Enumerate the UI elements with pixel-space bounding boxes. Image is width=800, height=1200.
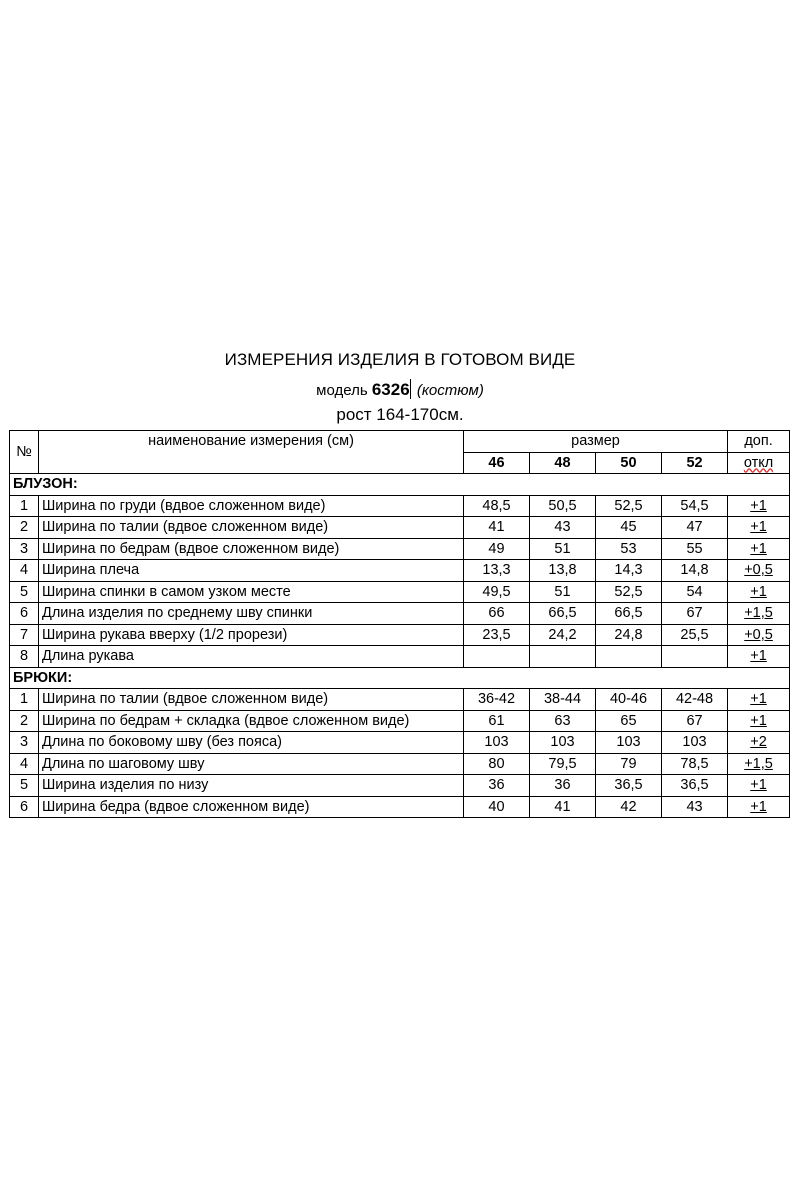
size-value: 51	[530, 538, 596, 560]
size-value: 13,3	[464, 560, 530, 582]
row-number: 1	[10, 689, 39, 711]
size-value: 67	[662, 603, 728, 625]
model-number: 6326	[371, 380, 410, 399]
col-name-header: наименование измерения (см)	[39, 431, 464, 474]
tolerance-value: +1	[750, 777, 767, 794]
tolerance	[728, 646, 790, 668]
measurement-name: Ширина по талии (вдвое сложенном виде)	[39, 689, 464, 711]
size-value	[530, 646, 596, 668]
row-number: 4	[10, 560, 39, 582]
size-value: 61	[464, 710, 530, 732]
size-value: 51	[530, 581, 596, 603]
tolerance-value: +1	[750, 691, 767, 708]
size-value: 49	[464, 538, 530, 560]
header-row	[10, 431, 790, 453]
size-value	[596, 646, 662, 668]
size-value: 52,5	[596, 495, 662, 517]
size-50: 50	[596, 452, 662, 474]
col-tol-header-1: доп.	[728, 431, 790, 453]
size-52: 52	[662, 452, 728, 474]
tolerance-value: +1	[750, 712, 767, 729]
tolerance-value: +1	[750, 583, 767, 600]
size-value: 63	[530, 710, 596, 732]
col-no-header: №	[10, 431, 39, 474]
table-row	[10, 560, 790, 582]
model-label: модель	[316, 382, 368, 399]
size-value	[662, 646, 728, 668]
tolerance-value: +0,5	[744, 562, 773, 579]
table-row	[10, 517, 790, 539]
size-value: 66,5	[596, 603, 662, 625]
row-number: 5	[10, 775, 39, 797]
measurements-table	[9, 430, 790, 818]
measurement-name: Длина по боковому шву (без пояса)	[39, 732, 464, 754]
size-value: 67	[662, 710, 728, 732]
measurement-name: Длина рукава	[39, 646, 464, 668]
size-value: 79	[596, 753, 662, 775]
text-cursor	[410, 379, 411, 399]
size-value: 65	[596, 710, 662, 732]
section-title: БЛУЗОН:	[10, 474, 790, 496]
size-value: 45	[596, 517, 662, 539]
size-value: 52,5	[596, 581, 662, 603]
row-number: 4	[10, 753, 39, 775]
size-value: 24,2	[530, 624, 596, 646]
size-value: 42	[596, 796, 662, 818]
table-row	[10, 581, 790, 603]
size-value: 54	[662, 581, 728, 603]
tolerance	[728, 753, 790, 775]
size-value: 55	[662, 538, 728, 560]
size-value: 43	[530, 517, 596, 539]
table-row	[10, 710, 790, 732]
row-number: 3	[10, 538, 39, 560]
size-value: 23,5	[464, 624, 530, 646]
size-value: 42-48	[662, 689, 728, 711]
size-value: 50,5	[530, 495, 596, 517]
size-value: 13,8	[530, 560, 596, 582]
size-46: 46	[464, 452, 530, 474]
size-value: 36	[464, 775, 530, 797]
size-value: 40-46	[596, 689, 662, 711]
tolerance	[728, 710, 790, 732]
tolerance	[728, 624, 790, 646]
table-row	[10, 775, 790, 797]
measurement-name: Ширина изделия по низу	[39, 775, 464, 797]
col-size-header: размер	[464, 431, 728, 453]
height-range: рост 164-170см.	[336, 405, 464, 424]
measurement-name: Ширина по бедрам (вдвое сложенном виде)	[39, 538, 464, 560]
size-value: 79,5	[530, 753, 596, 775]
measurement-name: Ширина спинки в самом узком месте	[39, 581, 464, 603]
section-header-row	[10, 474, 790, 496]
col-tol-header-2: откл	[728, 452, 790, 474]
row-number: 3	[10, 732, 39, 754]
row-number: 2	[10, 710, 39, 732]
tolerance	[728, 796, 790, 818]
measurement-name: Ширина по груди (вдвое сложенном виде)	[39, 495, 464, 517]
table-row	[10, 796, 790, 818]
size-value: 103	[530, 732, 596, 754]
row-number: 1	[10, 495, 39, 517]
table-row	[10, 495, 790, 517]
tolerance-value: +0,5	[744, 626, 773, 643]
row-number: 5	[10, 581, 39, 603]
tolerance	[728, 775, 790, 797]
size-48: 48	[530, 452, 596, 474]
tolerance-value: +2	[750, 734, 767, 751]
tolerance	[728, 560, 790, 582]
tolerance-value: +1	[750, 497, 767, 514]
size-value: 66	[464, 603, 530, 625]
table-row	[10, 732, 790, 754]
table-row	[10, 603, 790, 625]
size-value: 14,3	[596, 560, 662, 582]
table-row	[10, 624, 790, 646]
tolerance-value: +1,5	[744, 755, 773, 772]
tolerance	[728, 603, 790, 625]
model-line	[0, 379, 800, 400]
tolerance-value: +1	[750, 648, 767, 665]
measurement-name: Ширина бедра (вдвое сложенном виде)	[39, 796, 464, 818]
size-value: 36	[530, 775, 596, 797]
model-type: (костюм)	[416, 382, 484, 399]
tolerance-value: +1	[750, 798, 767, 815]
size-value: 40	[464, 796, 530, 818]
measurement-name: Ширина по талии (вдвое сложенном виде)	[39, 517, 464, 539]
table-row	[10, 689, 790, 711]
measurement-name: Длина по шаговому шву	[39, 753, 464, 775]
size-value: 36-42	[464, 689, 530, 711]
table-row	[10, 753, 790, 775]
size-value: 103	[662, 732, 728, 754]
size-value: 43	[662, 796, 728, 818]
table-row	[10, 538, 790, 560]
measurement-name: Ширина рукава вверху (1/2 прорези)	[39, 624, 464, 646]
size-value: 49,5	[464, 581, 530, 603]
row-number: 7	[10, 624, 39, 646]
size-value: 80	[464, 753, 530, 775]
size-value: 36,5	[596, 775, 662, 797]
size-value: 103	[596, 732, 662, 754]
size-value: 54,5	[662, 495, 728, 517]
size-value: 38-44	[530, 689, 596, 711]
tolerance	[728, 517, 790, 539]
size-value: 78,5	[662, 753, 728, 775]
size-value: 41	[530, 796, 596, 818]
size-value: 103	[464, 732, 530, 754]
measurement-name: Ширина плеча	[39, 560, 464, 582]
section-title: БРЮКИ:	[10, 667, 790, 689]
row-number: 6	[10, 796, 39, 818]
size-value: 47	[662, 517, 728, 539]
row-number: 2	[10, 517, 39, 539]
tolerance-value: +1	[750, 519, 767, 536]
size-value: 66,5	[530, 603, 596, 625]
size-value: 48,5	[464, 495, 530, 517]
tolerance-value: +1,5	[744, 605, 773, 622]
size-value: 24,8	[596, 624, 662, 646]
tolerance-value: +1	[750, 540, 767, 557]
size-value: 53	[596, 538, 662, 560]
tolerance	[728, 581, 790, 603]
section-header-row	[10, 667, 790, 689]
row-number: 6	[10, 603, 39, 625]
size-value: 36,5	[662, 775, 728, 797]
size-value	[464, 646, 530, 668]
size-value: 25,5	[662, 624, 728, 646]
tolerance	[728, 538, 790, 560]
size-value: 41	[464, 517, 530, 539]
tolerance	[728, 495, 790, 517]
measurement-name: Длина изделия по среднему шву спинки	[39, 603, 464, 625]
document-title: ИЗМЕРЕНИЯ ИЗДЕЛИЯ В ГОТОВОМ ВИДЕ	[224, 350, 576, 369]
table-row	[10, 646, 790, 668]
row-number: 8	[10, 646, 39, 668]
measurement-name: Ширина по бедрам + складка (вдвое сложенном виде)	[39, 710, 464, 732]
tolerance	[728, 732, 790, 754]
size-value: 14,8	[662, 560, 728, 582]
tolerance	[728, 689, 790, 711]
